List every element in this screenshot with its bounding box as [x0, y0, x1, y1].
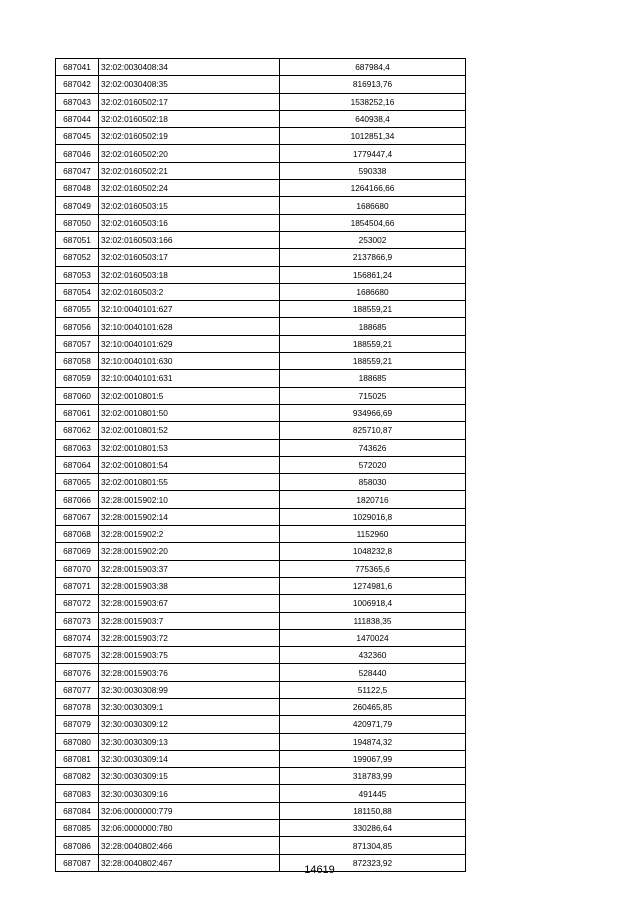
- table-row: [56, 439, 466, 456]
- value-cell: 934966,69: [280, 404, 466, 421]
- value-cell: 775365,6: [280, 560, 466, 577]
- table-row: [56, 59, 466, 76]
- table-row: [56, 768, 466, 785]
- cadastral-number-cell: 32:02:0160503:15: [99, 197, 280, 214]
- row-id-cell: 687057: [56, 335, 99, 352]
- value-cell: 1152960: [280, 526, 466, 543]
- cadastral-number-cell: 32:28:0015903:76: [99, 664, 280, 681]
- row-id-cell: 687041: [56, 59, 99, 76]
- row-id-cell: 687059: [56, 370, 99, 387]
- cadastral-number-cell: 32:02:0160503:17: [99, 249, 280, 266]
- value-cell: 188559,21: [280, 301, 466, 318]
- cadastral-number-cell: 32:02:0160502:17: [99, 93, 280, 110]
- cadastral-number-cell: 32:02:0160502:21: [99, 162, 280, 179]
- cadastral-number-cell: 32:30:0030309:12: [99, 716, 280, 733]
- cadastral-number-cell: 32:02:0160503:2: [99, 283, 280, 300]
- table-row: [56, 595, 466, 612]
- row-id-cell: 687069: [56, 543, 99, 560]
- cadastral-number-cell: 32:02:0030408:35: [99, 76, 280, 93]
- value-cell: 2137866,9: [280, 249, 466, 266]
- row-id-cell: 687071: [56, 577, 99, 594]
- table-row: [56, 491, 466, 508]
- cadastral-number-cell: 32:10:0040101:629: [99, 335, 280, 352]
- table-row: [56, 456, 466, 473]
- table-row: [56, 145, 466, 162]
- row-id-cell: 687062: [56, 422, 99, 439]
- value-cell: 1538252,16: [280, 93, 466, 110]
- value-cell: 188685: [280, 370, 466, 387]
- value-cell: 1029016,8: [280, 508, 466, 525]
- value-cell: 181150,88: [280, 802, 466, 819]
- table-row: [56, 664, 466, 681]
- table-row: [56, 128, 466, 145]
- row-id-cell: 687076: [56, 664, 99, 681]
- value-cell: 253002: [280, 231, 466, 248]
- row-id-cell: 687061: [56, 404, 99, 421]
- cadastral-number-cell: 32:28:0015903:7: [99, 612, 280, 629]
- row-id-cell: 687052: [56, 249, 99, 266]
- row-id-cell: 687044: [56, 110, 99, 127]
- cadastral-number-cell: 32:10:0040101:630: [99, 353, 280, 370]
- table-row: [56, 612, 466, 629]
- table-row: [56, 543, 466, 560]
- cadastral-number-cell: 32:10:0040101:627: [99, 301, 280, 318]
- table-row: [56, 716, 466, 733]
- table-row: [56, 162, 466, 179]
- table-row: [56, 629, 466, 646]
- table-row: [56, 404, 466, 421]
- row-id-cell: 687078: [56, 698, 99, 715]
- row-id-cell: 687043: [56, 93, 99, 110]
- value-cell: 816913,76: [280, 76, 466, 93]
- cadastral-number-cell: 32:30:0030309:15: [99, 768, 280, 785]
- table-row: [56, 422, 466, 439]
- row-id-cell: 687056: [56, 318, 99, 335]
- value-cell: 572020: [280, 456, 466, 473]
- cadastral-number-cell: 32:28:0040802:466: [99, 837, 280, 854]
- row-id-cell: 687074: [56, 629, 99, 646]
- table-row: [56, 249, 466, 266]
- cadastral-number-cell: 32:30:0030309:14: [99, 750, 280, 767]
- table-row: [56, 387, 466, 404]
- cadastral-number-cell: 32:30:0030309:13: [99, 733, 280, 750]
- cadastral-number-cell: 32:02:0010801:5: [99, 387, 280, 404]
- row-id-cell: 687060: [56, 387, 99, 404]
- cadastral-number-cell: 32:02:0010801:52: [99, 422, 280, 439]
- table-row: [56, 474, 466, 491]
- value-cell: 871304,85: [280, 837, 466, 854]
- table-row: [56, 283, 466, 300]
- table-row: [56, 214, 466, 231]
- table-row: [56, 76, 466, 93]
- cadastral-number-cell: 32:02:0160502:19: [99, 128, 280, 145]
- cadastral-number-cell: 32:30:0030309:1: [99, 698, 280, 715]
- table-row: [56, 266, 466, 283]
- row-id-cell: 687066: [56, 491, 99, 508]
- row-id-cell: 687048: [56, 180, 99, 197]
- value-cell: 156861,24: [280, 266, 466, 283]
- table-row: [56, 180, 466, 197]
- value-cell: 260465,85: [280, 698, 466, 715]
- cadastral-number-cell: 32:02:0030408:34: [99, 59, 280, 76]
- table-body: [56, 59, 466, 872]
- value-cell: 715025: [280, 387, 466, 404]
- table-row: [56, 318, 466, 335]
- table-row: [56, 353, 466, 370]
- cadastral-number-cell: 32:28:0040802:467: [99, 854, 280, 871]
- table-row: [56, 370, 466, 387]
- table-row: [56, 681, 466, 698]
- value-cell: 858030: [280, 474, 466, 491]
- table-row: [56, 802, 466, 819]
- value-cell: 1686680: [280, 197, 466, 214]
- table-row: [56, 526, 466, 543]
- row-id-cell: 687054: [56, 283, 99, 300]
- table-row: [56, 698, 466, 715]
- cadastral-number-cell: 32:28:0015903:38: [99, 577, 280, 594]
- cadastral-number-cell: 32:02:0160502:18: [99, 110, 280, 127]
- row-id-cell: 687077: [56, 681, 99, 698]
- row-id-cell: 687072: [56, 595, 99, 612]
- cadastral-number-cell: 32:28:0015902:10: [99, 491, 280, 508]
- value-cell: 1006918,4: [280, 595, 466, 612]
- row-id-cell: 687058: [56, 353, 99, 370]
- row-id-cell: 687055: [56, 301, 99, 318]
- cadastral-number-cell: 32:28:0015902:20: [99, 543, 280, 560]
- value-cell: 1854504,66: [280, 214, 466, 231]
- table-row: [56, 335, 466, 352]
- row-id-cell: 687051: [56, 231, 99, 248]
- row-id-cell: 687046: [56, 145, 99, 162]
- value-cell: 1048232,8: [280, 543, 466, 560]
- value-cell: 330286,64: [280, 820, 466, 837]
- table-row: [56, 750, 466, 767]
- row-id-cell: 687045: [56, 128, 99, 145]
- value-cell: 1264166,66: [280, 180, 466, 197]
- row-id-cell: 687049: [56, 197, 99, 214]
- value-cell: 825710,87: [280, 422, 466, 439]
- row-id-cell: 687065: [56, 474, 99, 491]
- table-row: [56, 560, 466, 577]
- table-row: [56, 231, 466, 248]
- value-cell: 111838,35: [280, 612, 466, 629]
- value-cell: 199067,99: [280, 750, 466, 767]
- value-cell: 432360: [280, 647, 466, 664]
- table-row: [56, 93, 466, 110]
- row-id-cell: 687075: [56, 647, 99, 664]
- value-cell: 743626: [280, 439, 466, 456]
- cadastral-number-cell: 32:02:0160503:166: [99, 231, 280, 248]
- row-id-cell: 687086: [56, 837, 99, 854]
- value-cell: 1820716: [280, 491, 466, 508]
- cadastral-number-cell: 32:28:0015902:14: [99, 508, 280, 525]
- cadastral-number-cell: 32:30:0030308:99: [99, 681, 280, 698]
- cadastral-number-cell: 32:28:0015903:37: [99, 560, 280, 577]
- value-cell: 1012851,34: [280, 128, 466, 145]
- value-cell: 1274981,6: [280, 577, 466, 594]
- value-cell: 687984,4: [280, 59, 466, 76]
- cadastral-number-cell: 32:30:0030309:16: [99, 785, 280, 802]
- cadastral-number-cell: 32:02:0160502:24: [99, 180, 280, 197]
- row-id-cell: 687064: [56, 456, 99, 473]
- row-id-cell: 687087: [56, 854, 99, 871]
- row-id-cell: 687081: [56, 750, 99, 767]
- cadastral-number-cell: 32:10:0040101:631: [99, 370, 280, 387]
- row-id-cell: 687042: [56, 76, 99, 93]
- cadastral-number-cell: 32:28:0015902:2: [99, 526, 280, 543]
- value-cell: 640938,4: [280, 110, 466, 127]
- value-cell: 194874,32: [280, 733, 466, 750]
- row-id-cell: 687063: [56, 439, 99, 456]
- table-row: [56, 837, 466, 854]
- value-cell: 420971,79: [280, 716, 466, 733]
- cadastral-number-cell: 32:02:0010801:53: [99, 439, 280, 456]
- cadastral-number-cell: 32:02:0010801:54: [99, 456, 280, 473]
- row-id-cell: 687067: [56, 508, 99, 525]
- value-cell: 318783,99: [280, 768, 466, 785]
- table-row: [56, 820, 466, 837]
- cadastral-number-cell: 32:02:0160502:20: [99, 145, 280, 162]
- cadastral-number-cell: 32:06:0000000:780: [99, 820, 280, 837]
- row-id-cell: 687085: [56, 820, 99, 837]
- page-number: 14619: [304, 864, 335, 876]
- table-row: [56, 197, 466, 214]
- row-id-cell: 687080: [56, 733, 99, 750]
- cadastral-number-cell: 32:02:0010801:55: [99, 474, 280, 491]
- cadastral-number-cell: 32:28:0015903:75: [99, 647, 280, 664]
- cadastral-number-cell: 32:02:0160503:18: [99, 266, 280, 283]
- value-cell: 188559,21: [280, 353, 466, 370]
- value-cell: 590338: [280, 162, 466, 179]
- table-row: [56, 110, 466, 127]
- cadastral-number-cell: 32:10:0040101:628: [99, 318, 280, 335]
- cadastral-number-cell: 32:02:0160503:16: [99, 214, 280, 231]
- table-row: [56, 647, 466, 664]
- value-cell: 188559,21: [280, 335, 466, 352]
- value-cell: 188685: [280, 318, 466, 335]
- row-id-cell: 687079: [56, 716, 99, 733]
- row-id-cell: 687070: [56, 560, 99, 577]
- row-id-cell: 687053: [56, 266, 99, 283]
- cadastral-number-cell: 32:28:0015903:72: [99, 629, 280, 646]
- value-cell: 491445: [280, 785, 466, 802]
- table-row: [56, 785, 466, 802]
- table-row: [56, 301, 466, 318]
- table-row: [56, 508, 466, 525]
- table-row: [56, 733, 466, 750]
- cadastral-number-cell: 32:02:0010801:50: [99, 404, 280, 421]
- table-row: [56, 577, 466, 594]
- row-id-cell: 687050: [56, 214, 99, 231]
- cadastral-number-cell: 32:28:0015903:67: [99, 595, 280, 612]
- value-cell: 51122,5: [280, 681, 466, 698]
- row-id-cell: 687068: [56, 526, 99, 543]
- value-cell: 1470024: [280, 629, 466, 646]
- value-cell: 872323,92: [280, 854, 466, 871]
- row-id-cell: 687083: [56, 785, 99, 802]
- row-id-cell: 687084: [56, 802, 99, 819]
- row-id-cell: 687047: [56, 162, 99, 179]
- row-id-cell: 687073: [56, 612, 99, 629]
- cadastral-value-table: [55, 58, 466, 872]
- cadastral-number-cell: 32:06:0000000:779: [99, 802, 280, 819]
- row-id-cell: 687082: [56, 768, 99, 785]
- value-cell: 528440: [280, 664, 466, 681]
- value-cell: 1779447,4: [280, 145, 466, 162]
- value-cell: 1686680: [280, 283, 466, 300]
